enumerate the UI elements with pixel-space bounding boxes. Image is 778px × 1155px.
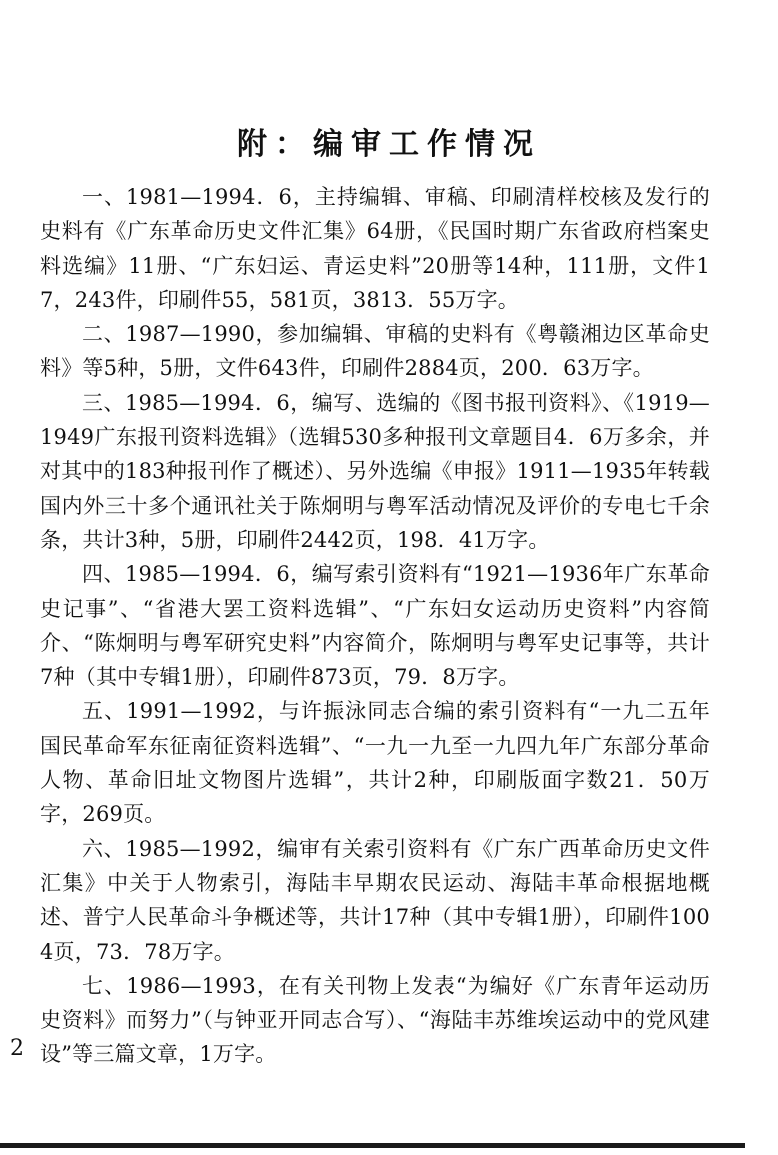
paragraph-1: 一、1981—1994．6，主持编辑、审稿、印刷清样校核及发行的史料有《广东革命历史文件汇集》64册，《民国时期广东省政府档案史料选编》11册、“广东妇运、青运史料”20册等14种，111册，文件17，243件，印刷件55，581页，3813．55万字。 bbox=[40, 185, 710, 312]
paragraph-6: 六、1985—1992，编审有关索引资料有《广东广西革命历史文件汇集》中关于人物索引，海陆丰早期农民运动、海陆丰革命根据地概述、普宁人民革命斗争概述等，共计17种（其中专辑1册），印刷件1004页，73．78万字。 bbox=[40, 836, 710, 964]
bottom-rule bbox=[0, 1143, 745, 1148]
page-number: 2 bbox=[10, 1036, 24, 1061]
paragraph-4: 四、1985—1994．6，编写索引资料有“1921—1936年广东革命史记事”、“省港大罢工资料选辑”、“广东妇女运动历史资料”内容简介、“陈炯明与粤军研究史料”内容简介，陈炯明与粤军史记事等，共计7种（其中专辑1册），印刷件873页，79．8万字。 bbox=[40, 562, 710, 690]
body-text bbox=[40, 180, 710, 1072]
paragraph-7: 七、1986—1993，在有关刊物上发表“为编好《广东青年运动历史资料》而努力”（与钟亚开同志合写）、“海陆丰苏维埃运动中的党风建设”等三篇文章，1万字。 bbox=[40, 973, 710, 1067]
paragraph-2: 二、1987—1990，参加编辑、审稿的史料有《粤赣湘边区革命史料》等5种，5册，文件643件，印刷件2884页，200．63万字。 bbox=[40, 322, 710, 381]
paragraph-5: 五、1991—1992，与许振泳同志合编的索引资料有“一九二五年国民革命军东征南征资料选辑”、“一九一九至一九四九年广东部分革命人物、革命旧址文物图片选辑”，共计2种，印刷版面字数21．50万字，269页。 bbox=[40, 699, 710, 827]
page-title: 附：编审工作情况 bbox=[237, 127, 541, 162]
paragraph-3: 三、1985—1994．6，编写、选编的《图书报刊资料》、《1919—1949广东报刊资料选辑》（选辑530多种报刊文章题目4．6万多余，并对其中的183种报刊作了概述）、另外选编《申报》1911—1935年转载国内外三十多个通讯社关于陈炯明与粤军活动情况及评价的专电七千余条，共计3种，5册，印刷件2442页，198．41万字。 bbox=[40, 390, 710, 552]
